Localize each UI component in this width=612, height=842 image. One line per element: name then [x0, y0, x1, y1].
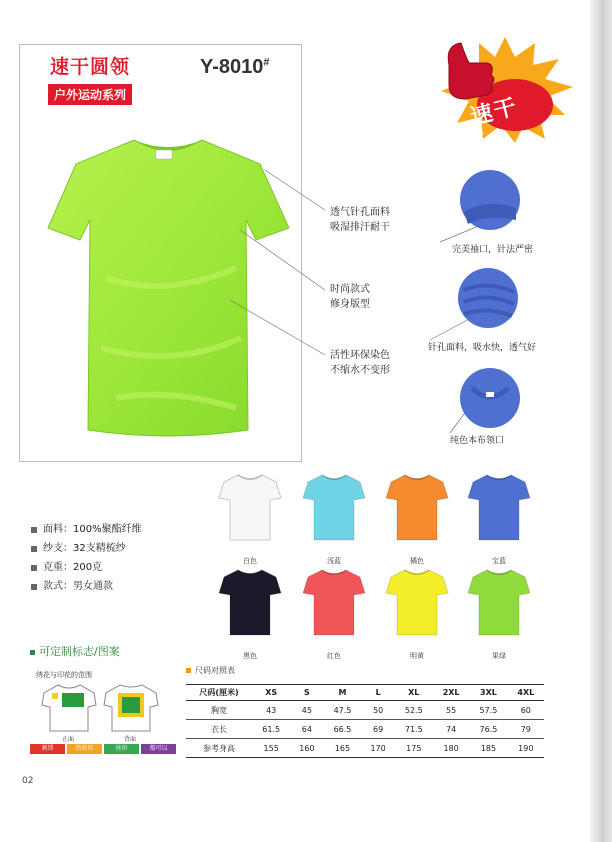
table-cell: 胸宽: [186, 701, 252, 720]
table-cell: 64: [290, 720, 323, 739]
header-cell: 2XL: [433, 685, 469, 701]
table-cell: 190: [508, 739, 544, 758]
header-cell: 3XL: [469, 685, 507, 701]
front-print-area-diagram: [40, 683, 98, 733]
detail-label-fabric: 针孔面料，吸水快，透气好: [428, 343, 537, 353]
table-cell: 61.5: [252, 720, 290, 739]
collar-detail-image: [458, 366, 522, 430]
table-cell: 47.5: [323, 701, 361, 720]
color-swatch-label: 果绿: [492, 652, 506, 660]
table-cell: 180: [433, 739, 469, 758]
table-cell: 52.5: [395, 701, 433, 720]
print-methods: [30, 744, 176, 754]
header-cell: XL: [395, 685, 433, 701]
front-label: 正面: [62, 736, 75, 743]
badge-text: 速干: [468, 94, 521, 131]
table-cell: 74: [433, 720, 469, 739]
table-cell: 参考身高: [186, 739, 252, 758]
color-swatch-label: 明黄: [410, 652, 424, 660]
bullet-icon: [31, 527, 37, 533]
color-swatch-tshirt: [467, 472, 531, 542]
table-cell: 43: [252, 701, 290, 720]
callout-style: 时尚款式 修身版型: [330, 284, 370, 310]
table-cell: 170: [362, 739, 395, 758]
size-table: [186, 684, 544, 758]
spec-list: [31, 520, 142, 596]
spec-item: 面料：100%聚酯纤维: [31, 520, 142, 539]
table-cell: 66.5: [323, 720, 361, 739]
custom-subtitle: 绣花与印花的范围: [36, 671, 92, 679]
header-cell: 4XL: [508, 685, 544, 701]
color-swatch-tshirt: [385, 472, 449, 542]
table-cell: 175: [395, 739, 433, 758]
bullet-icon: [31, 584, 37, 590]
color-swatch-tshirt: [218, 567, 282, 637]
spec-item: 款式：男女通款: [31, 577, 142, 596]
table-header-row: [186, 685, 544, 701]
bullet-icon: [31, 565, 37, 571]
section-marker-icon: [30, 650, 35, 655]
model-number: Y-8010#: [200, 56, 270, 78]
table-row: [186, 701, 544, 720]
table-cell: 69: [362, 720, 395, 739]
spec-item: 纱支：32支精梳纱: [31, 539, 142, 558]
table-cell: 160: [290, 739, 323, 758]
table-row: [186, 739, 544, 758]
series-label: 户外运动系列: [48, 84, 132, 105]
quick-dry-badge: [435, 35, 575, 145]
cuff-detail-image: [458, 168, 522, 232]
method-any: 都可以: [141, 744, 176, 754]
table-row: [186, 720, 544, 739]
table-cell: 50: [362, 701, 395, 720]
table-cell: 45: [290, 701, 323, 720]
header-cell: 尺码(厘米): [186, 685, 252, 701]
callout-fabric: 透气针孔面料 吸湿排汗耐干: [330, 207, 390, 233]
method-embroidery: 刺绣: [30, 744, 65, 754]
table-cell: 165: [323, 739, 361, 758]
method-heat-transfer: 热转印: [67, 744, 102, 754]
color-swatch-label: 黑色: [243, 652, 257, 660]
back-label: 背面: [124, 736, 137, 743]
size-table-heading: 尺码对照表: [186, 665, 235, 676]
callout-dyeing: 活性环保染色 不缩水不变形: [330, 350, 390, 376]
product-title: 速干圆领: [50, 56, 131, 78]
color-swatch-tshirt: [218, 472, 282, 542]
header-cell: S: [290, 685, 323, 701]
header-cell: XS: [252, 685, 290, 701]
color-swatch-tshirt: [302, 472, 366, 542]
header-cell: M: [323, 685, 361, 701]
table-cell: 57.5: [469, 701, 507, 720]
custom-section-title: 可定制标志/图案: [30, 643, 120, 659]
spec-item: 克重：200克: [31, 558, 142, 577]
color-swatch-label: 宝蓝: [492, 557, 506, 565]
color-swatch-label: 红色: [327, 652, 341, 660]
table-cell: 76.5: [469, 720, 507, 739]
section-marker-icon: [186, 668, 191, 673]
detail-label-collar: 纯色本布领口: [450, 436, 505, 446]
color-swatch-label: 橘色: [410, 557, 424, 565]
color-swatch-tshirt: [385, 567, 449, 637]
color-swatch-tshirt: [467, 567, 531, 637]
method-silk-screen: 丝印: [104, 744, 139, 754]
color-swatch-label: 白色: [243, 557, 257, 565]
color-swatch-tshirt: [302, 567, 366, 637]
page-number: 02: [22, 776, 34, 786]
table-cell: 衣长: [186, 720, 252, 739]
bullet-icon: [31, 546, 37, 552]
back-print-area-diagram: [102, 683, 160, 733]
table-cell: 155: [252, 739, 290, 758]
table-cell: 79: [508, 720, 544, 739]
table-cell: 71.5: [395, 720, 433, 739]
table-cell: 185: [469, 739, 507, 758]
table-cell: 60: [508, 701, 544, 720]
table-cell: 55: [433, 701, 469, 720]
fabric-detail-image: [456, 266, 520, 330]
detail-label-cuff: 完美袖口，针法严密: [452, 245, 534, 255]
color-swatch-label: 浅蓝: [327, 557, 341, 565]
header-cell: L: [362, 685, 395, 701]
